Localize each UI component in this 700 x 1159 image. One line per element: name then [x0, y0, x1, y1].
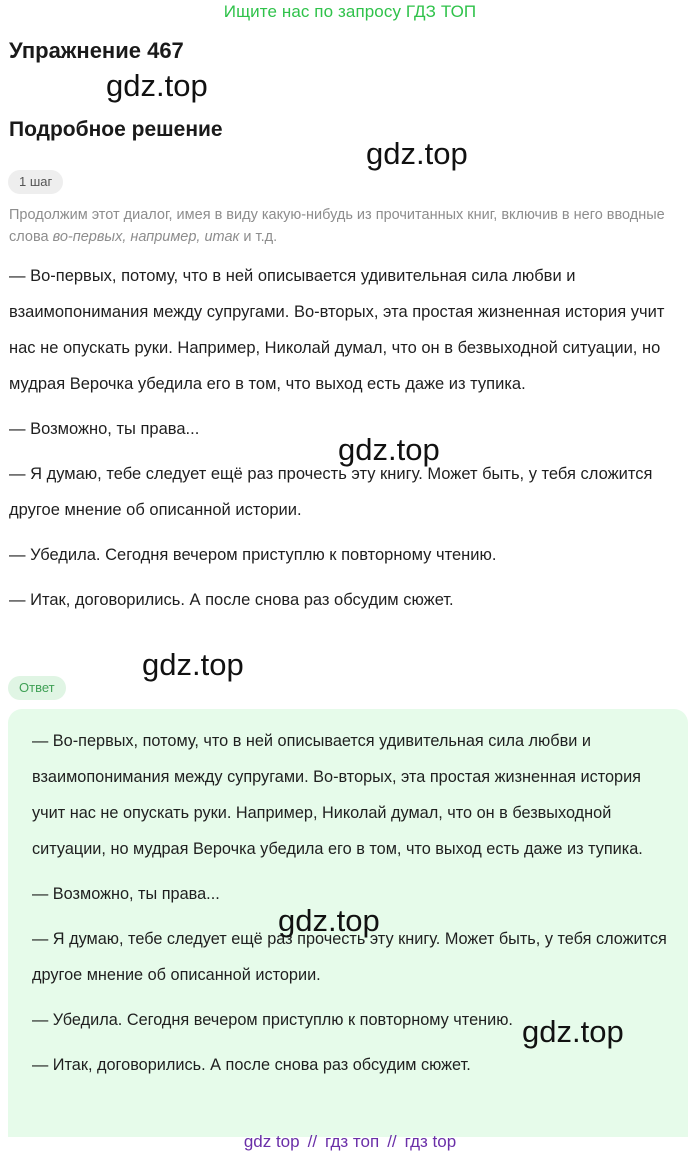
solution-paragraph: — Я думаю, тебе следует ещё раз прочесть эту книгу. Может быть, у тебя сложится другое мнение об описанной истории.	[9, 465, 653, 519]
footer-link-gdz-top-ru[interactable]: гдз топ	[325, 1132, 380, 1151]
footer-link-gdz-top[interactable]: gdz top	[243, 1132, 300, 1151]
answer-paragraph: — Возможно, ты права...	[32, 885, 220, 903]
watermark: gdz.top	[338, 432, 440, 467]
task-text-start: Продолжим этот диалог, имея в виду какую-нибудь из прочитанных книг, включив в него вводные слова	[9, 207, 665, 245]
task-italic-words: во-первых, например, итак	[52, 229, 240, 245]
task-text-end: и т.д.	[239, 229, 278, 245]
watermark: gdz.top	[278, 903, 380, 938]
solution-heading: Подробное решение	[9, 118, 223, 141]
search-banner: Ищите нас по запросу ГДЗ ТОП	[223, 2, 477, 21]
answer-paragraph: — Итак, договорились. А после снова раз обсудим сюжет.	[32, 1056, 471, 1074]
answer-paragraph: — Я думаю, тебе следует ещё раз прочесть эту книгу. Может быть, у тебя сложится другое мнение об описанной истории.	[32, 930, 667, 984]
answer-paragraph: — Во-первых, потому, что в ней описывается удивительная сила любви и взаимопонимания между супругами. Во-вторых, эта простая жизненная история учит нас не опускать руки. Например, Николай думал, что он в безвыходной ситуации, но мудрая Верочка убедила его в том, что выход есть даже из тупика.	[32, 732, 643, 858]
solution-paragraph: — Возможно, ты права...	[9, 420, 200, 438]
watermark: gdz.top	[522, 1014, 624, 1049]
footer-link-gdz-top-mixed[interactable]: гдз top	[404, 1132, 457, 1151]
exercise-title: Упражнение 467	[9, 38, 184, 63]
task-description	[9, 204, 691, 248]
footer-separator: //	[387, 1132, 397, 1151]
solution-paragraph: — Итак, договорились. А после снова раз обсудим сюжет.	[9, 591, 454, 609]
solution-paragraph: — Во-первых, потому, что в ней описывается удивительная сила любви и взаимопонимания между супругами. Во-вторых, эта простая жизненная история учит нас не опускать руки. Например, Николай думал, что он в безвыходной ситуации, но мудрая Верочка убедила его в том, что выход есть даже из тупика.	[9, 267, 665, 393]
watermark: gdz.top	[142, 647, 244, 682]
answer-paragraph: — Убедила. Сегодня вечером приступлю к повторному чтению.	[32, 1011, 513, 1029]
answer-badge: Ответ	[8, 676, 66, 700]
step-badge: 1 шаг	[8, 170, 63, 194]
watermark: gdz.top	[366, 136, 468, 171]
footer-links	[0, 1132, 700, 1152]
watermark: gdz.top	[106, 68, 208, 103]
footer-separator: //	[307, 1132, 318, 1151]
solution-paragraph: — Убедила. Сегодня вечером приступлю к повторному чтению.	[9, 546, 497, 564]
